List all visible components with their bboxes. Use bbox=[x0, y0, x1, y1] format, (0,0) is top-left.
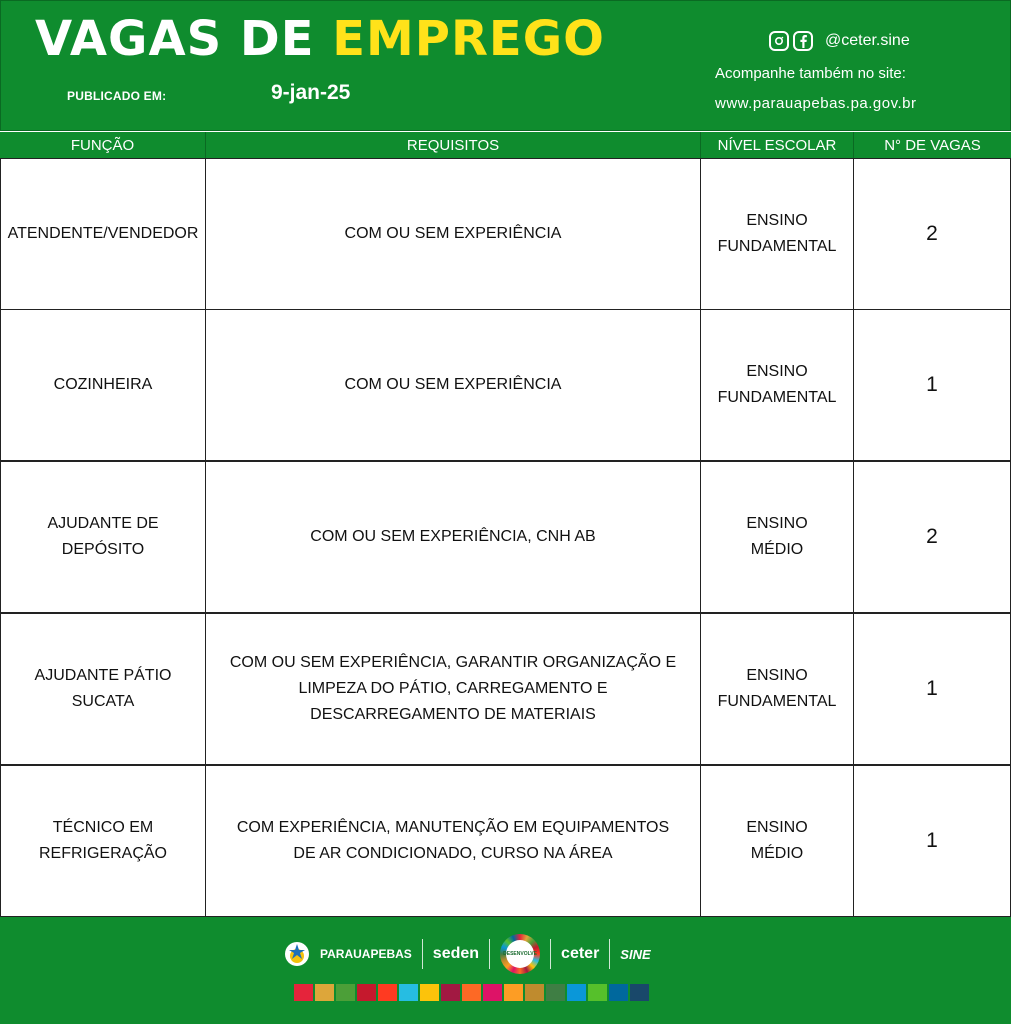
table-row bbox=[0, 309, 1011, 461]
partner-logos bbox=[284, 934, 651, 974]
col-header-vagas: N° DE VAGAS bbox=[853, 132, 1011, 158]
desenvolve-logo-icon bbox=[500, 934, 540, 974]
cell-vagas: 2 bbox=[853, 461, 1011, 613]
sdg-goal-icon bbox=[357, 984, 376, 1001]
parauapebas-emblem-icon bbox=[284, 941, 310, 967]
cell-nivel: ENSINO FUNDAMENTAL bbox=[700, 158, 854, 310]
cell-vagas: 1 bbox=[853, 309, 1011, 461]
sdg-goal-icon bbox=[420, 984, 439, 1001]
table-row bbox=[0, 613, 1011, 765]
cell-funcao: AJUDANTE DE DEPÓSITO bbox=[0, 461, 206, 613]
ceter-logo: ceter bbox=[561, 945, 600, 962]
cell-vagas: 1 bbox=[853, 765, 1011, 917]
sdg-goal-icon bbox=[546, 984, 565, 1001]
sine-logo: SINE bbox=[620, 946, 651, 962]
logo-divider bbox=[489, 939, 490, 969]
parauapebas-logo: PARAUAPEBAS bbox=[320, 947, 412, 961]
logo-divider bbox=[550, 939, 551, 969]
logo-divider bbox=[609, 939, 610, 969]
sdg-goal-icon bbox=[462, 984, 481, 1001]
table-header bbox=[0, 132, 1011, 158]
table-row bbox=[0, 158, 1011, 310]
sdg-goal-icon bbox=[378, 984, 397, 1001]
table-row bbox=[0, 461, 1011, 613]
instagram-icon[interactable] bbox=[769, 31, 789, 51]
logo-divider bbox=[422, 939, 423, 969]
sdg-goal-icon bbox=[441, 984, 460, 1001]
social-links bbox=[769, 31, 910, 51]
page-title bbox=[35, 9, 605, 69]
sdg-goal-icon bbox=[483, 984, 502, 1001]
sdg-goal-icon bbox=[504, 984, 523, 1001]
sdg-goal-icon bbox=[630, 984, 649, 1001]
sdg-goal-icon bbox=[588, 984, 607, 1001]
cell-funcao: TÉCNICO EM REFRIGERAÇÃO bbox=[0, 765, 206, 917]
cell-requisitos: COM OU SEM EXPERIÊNCIA, CNH AB bbox=[205, 461, 701, 613]
col-header-requisitos: REQUISITOS bbox=[205, 132, 700, 158]
social-handle[interactable]: @ceter.sine bbox=[825, 32, 910, 49]
site-note: Acompanhe também no site: bbox=[715, 65, 906, 82]
published-label: PUBLICADO EM: bbox=[67, 89, 167, 103]
published-date: 9-jan-25 bbox=[271, 81, 351, 104]
cell-funcao: ATENDENTE/VENDEDOR bbox=[0, 158, 206, 310]
sdg-goal-icon bbox=[609, 984, 628, 1001]
cell-requisitos: COM OU SEM EXPERIÊNCIA bbox=[205, 158, 701, 310]
cell-requisitos: COM OU SEM EXPERIÊNCIA bbox=[205, 309, 701, 461]
cell-funcao: COZINHEIRA bbox=[0, 309, 206, 461]
cell-requisitos: COM OU SEM EXPERIÊNCIA, GARANTIR ORGANIZAÇÃO E LIMPEZA DO PÁTIO, CARREGAMENTO E DESCARREGAMENTO DE MATERIAIS bbox=[205, 613, 701, 765]
seden-logo: seden bbox=[432, 945, 480, 962]
header-banner bbox=[0, 0, 1011, 131]
sdg-goal-icon bbox=[294, 984, 313, 1001]
col-header-funcao: FUNÇÃO bbox=[0, 132, 205, 158]
cell-nivel: ENSINO FUNDAMENTAL bbox=[700, 613, 854, 765]
title-part1: VAGAS DE bbox=[35, 11, 315, 67]
site-url[interactable]: www.parauapebas.pa.gov.br bbox=[715, 95, 917, 112]
sdg-goal-icon bbox=[525, 984, 544, 1001]
title-part2: EMPREGO bbox=[332, 11, 605, 67]
table-row bbox=[0, 765, 1011, 917]
desenvolve-logo: DESENVOLVE bbox=[506, 940, 534, 968]
cell-funcao: AJUDANTE PÁTIO SUCATA bbox=[0, 613, 206, 765]
sdg-goal-icon bbox=[567, 984, 586, 1001]
col-header-nivel: NÍVEL ESCOLAR bbox=[700, 132, 853, 158]
cell-nivel: ENSINO MÉDIO bbox=[700, 461, 854, 613]
cell-requisitos: COM EXPERIÊNCIA, MANUTENÇÃO EM EQUIPAMENTOS DE AR CONDICIONADO, CURSO NA ÁREA bbox=[205, 765, 701, 917]
sdg-goal-icon bbox=[315, 984, 334, 1001]
facebook-icon[interactable] bbox=[793, 31, 813, 51]
cell-nivel: ENSINO FUNDAMENTAL bbox=[700, 309, 854, 461]
cell-nivel: ENSINO MÉDIO bbox=[700, 765, 854, 917]
cell-vagas: 2 bbox=[853, 158, 1011, 310]
sdg-goal-icon bbox=[336, 984, 355, 1001]
sdg-goals-strip bbox=[294, 984, 649, 1001]
cell-vagas: 1 bbox=[853, 613, 1011, 765]
sdg-goal-icon bbox=[399, 984, 418, 1001]
